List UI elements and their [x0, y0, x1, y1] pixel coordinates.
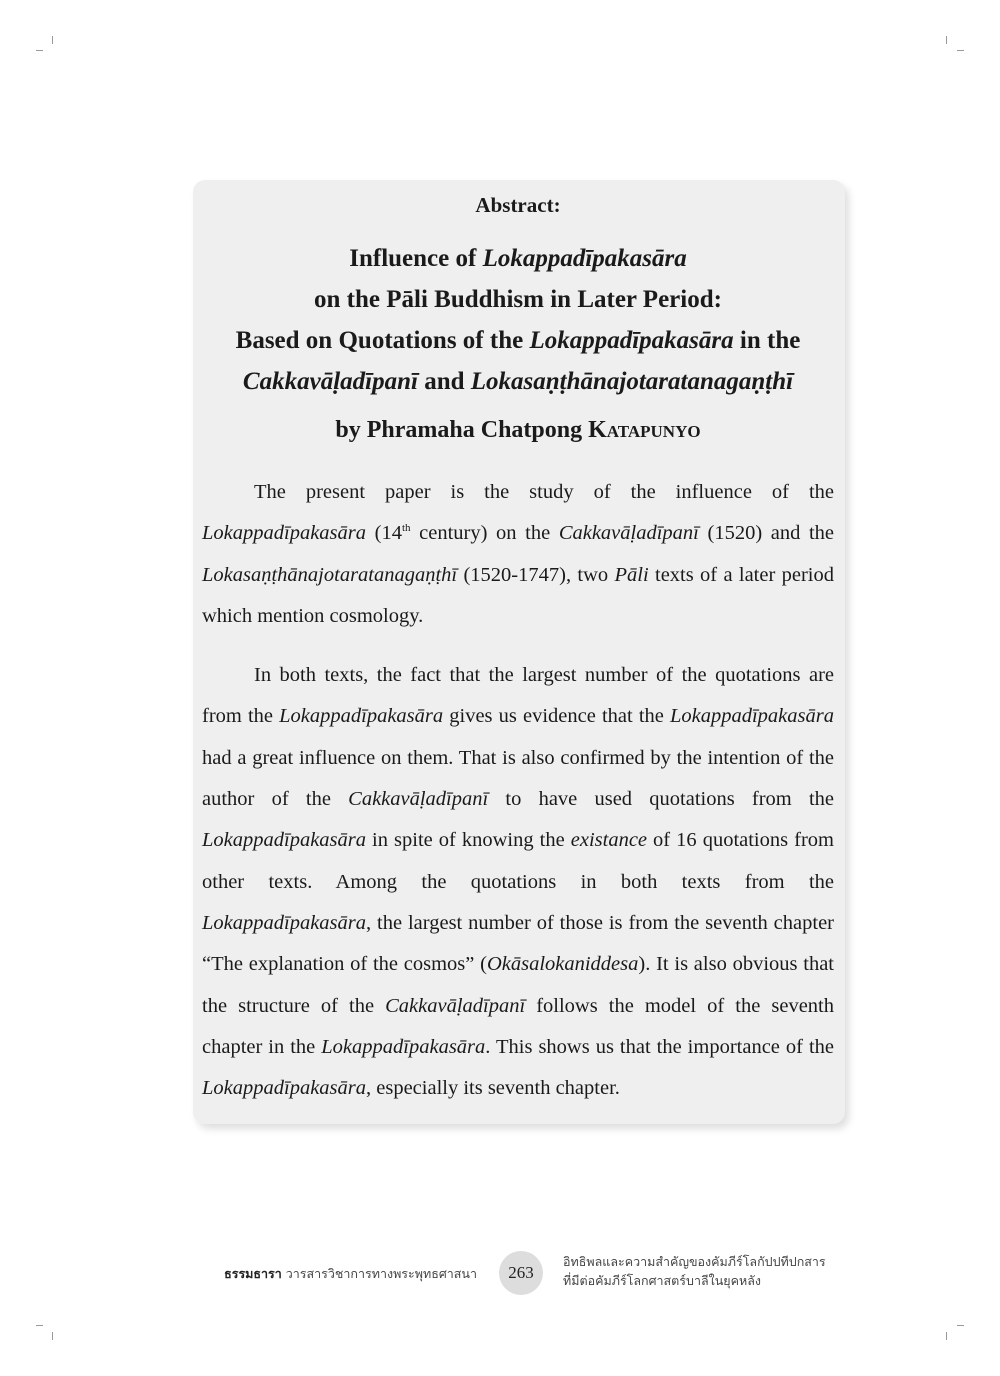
abstract-paragraph-2	[202, 655, 834, 1109]
title-text: on the Pāli Buddhism in Later Period:	[314, 286, 722, 313]
para-text: century) on the	[410, 522, 559, 545]
crop-mark	[946, 36, 947, 44]
para-text: follows the model of the seventh chapter in the	[202, 994, 834, 1058]
para-text: of 16 quotations from other texts. Among the quotations in both texts from the	[202, 829, 834, 893]
para-italic: Lokappadīpakasāra	[321, 1035, 486, 1058]
para-text: ). It is also obvious that the structure of the	[202, 953, 834, 1017]
para-italic: Lokappadīpakasāra	[202, 829, 366, 852]
superscript: th	[401, 522, 411, 535]
crop-mark	[946, 1332, 947, 1340]
author-surname: Katapunyo	[588, 417, 701, 443]
abstract-heading: Abstract:	[475, 193, 561, 217]
title-italic: Cakkavāḷadīpanī	[242, 368, 418, 395]
para-text: gives us evidence that the	[443, 705, 670, 728]
title-text: Based on Quotations of the	[235, 327, 530, 354]
para-italic: Cakkavāḷadīpanī	[385, 994, 526, 1017]
para-italic: Lokasaṇṭhānajotaratanagaṇṭhī	[202, 563, 458, 586]
crop-mark	[36, 1325, 43, 1326]
para-italic: Cakkavāḷadīpanī	[348, 788, 489, 811]
para-text: (1520-1747), two	[457, 563, 615, 586]
para-text: The present paper is the study of the influence of the	[254, 481, 834, 503]
abstract-box	[193, 180, 845, 1124]
abstract-paragraph-1	[202, 472, 834, 637]
crop-mark	[52, 1332, 53, 1340]
para-text: In both texts, the fact that the largest number of the quotations are from the	[202, 664, 834, 728]
para-italic: existance	[570, 829, 648, 852]
page-number: 263	[499, 1251, 543, 1295]
title-italic: Lokasaṇṭhānajotaratanagaṇṭhī	[470, 368, 794, 395]
para-italic: Lokappadīpakasāra	[669, 705, 834, 728]
para-italic: Okāsalokaniddesa	[486, 953, 639, 976]
para-italic: Lokappadīpakasāra	[202, 1077, 366, 1100]
para-text: texts of a later period which mention cosmology.	[202, 563, 835, 627]
para-text: . This shows us that the importance of the	[485, 1035, 834, 1058]
para-italic: Lokappadīpakasāra	[202, 911, 366, 934]
title-text: Influence of	[349, 245, 483, 272]
para-italic: Lokappadīpakasāra	[202, 522, 366, 545]
para-italic: Pāli	[614, 563, 649, 586]
para-text: in spite of knowing the	[366, 829, 571, 852]
running-title-line-1: อิทธิพลและความสำคัญของคัมภีร์โลกัปปทีปกสาร	[563, 1254, 826, 1269]
paper-title	[202, 238, 834, 402]
abstract-content	[202, 180, 834, 1109]
crop-mark	[957, 1325, 964, 1326]
title-text: in the	[733, 327, 801, 354]
crop-mark	[36, 50, 43, 51]
title-italic: Lokappadīpakasāra	[482, 245, 687, 272]
title-italic: Lokappadīpakasāra	[529, 327, 734, 354]
crop-mark	[52, 36, 53, 44]
journal-name: ธรรมธารา	[224, 1266, 282, 1281]
para-text: had a great influence on them. That is also confirmed by the intention of the author of the	[202, 746, 834, 811]
para-text: (1520) and the	[698, 522, 835, 545]
para-text: , especially its seventh chapter.	[366, 1077, 620, 1100]
para-text: (14	[366, 522, 402, 545]
journal-footer	[200, 1264, 477, 1284]
para-text: to have used quotations from the	[488, 788, 835, 811]
para-italic: Lokappadīpakasāra	[279, 705, 444, 728]
para-italic: Cakkavāḷadīpanī	[558, 522, 699, 545]
crop-mark	[957, 50, 964, 51]
author-prefix: by Phramaha Chatpong	[335, 417, 589, 443]
running-title-line-2: ที่มีต่อคัมภีร์โลกศาสตร์บาลีในยุคหลัง	[563, 1273, 761, 1288]
journal-subtitle: วารสารวิชาการทางพระพุทธศาสนา	[281, 1266, 477, 1281]
para-text: , the largest number of those is from the seventh chapter “The explanation of the cosmos” (	[202, 911, 834, 976]
author-line	[202, 414, 834, 446]
title-text: and	[417, 368, 471, 395]
running-title	[563, 1252, 863, 1290]
